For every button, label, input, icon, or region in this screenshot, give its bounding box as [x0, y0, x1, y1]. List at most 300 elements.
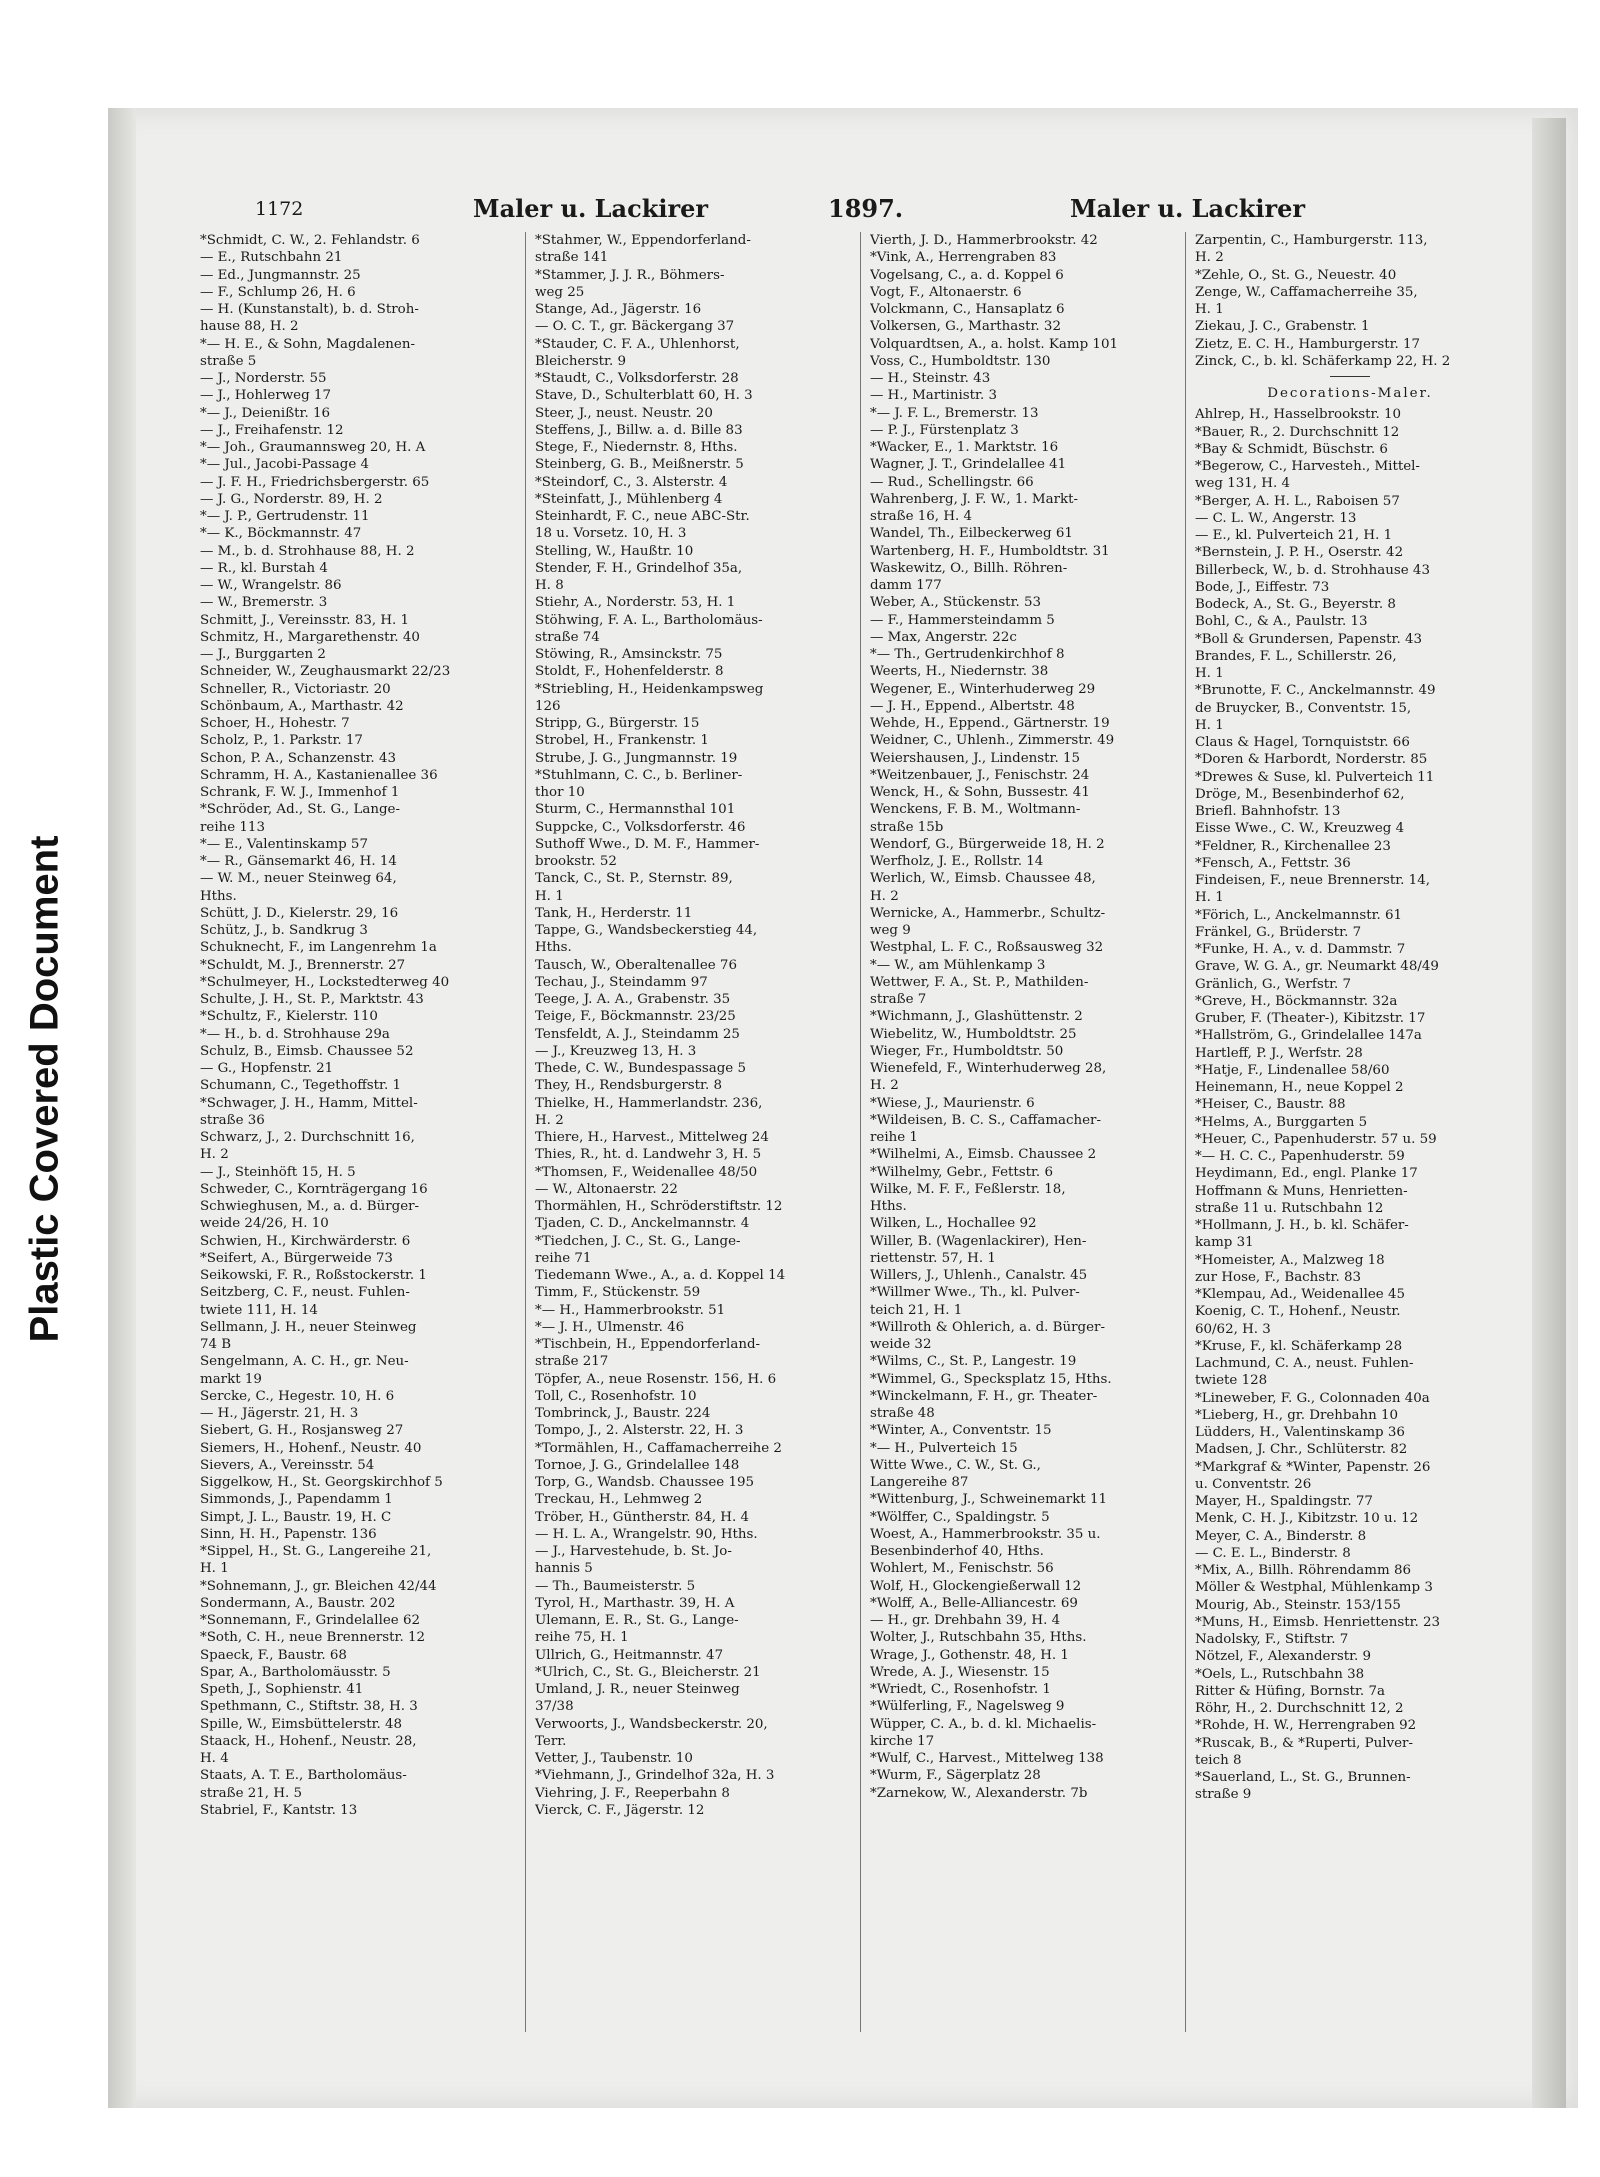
directory-entry: — J., Freihafenstr. 12	[200, 422, 344, 438]
directory-entry: *Wichmann, J., Glashüttenstr. 2	[870, 1009, 1083, 1025]
directory-entry: — Rud., Schellingstr. 66	[870, 474, 1034, 490]
directory-entry: *Funke, H. A., v. d. Dammstr. 7	[1195, 942, 1406, 957]
directory-entry: *Stuhlmann, C. C., b. Berliner-	[535, 767, 743, 783]
directory-entry: *— J. P., Gertrudenstr. 11	[200, 509, 370, 524]
directory-entry: Tappe, G., Wandsbeckerstieg 44,	[535, 923, 758, 938]
directory-entry: *Steinfatt, J., Mühlenberg 4	[535, 491, 723, 507]
directory-entry: H. 2	[870, 1078, 899, 1094]
directory-entry: Zarpentin, C., Hamburgerstr. 113,	[1195, 233, 1428, 248]
directory-entry: de Bruycker, B., Conventstr. 15,	[1195, 700, 1412, 716]
directory-entry: Tanck, C., St. P., Sternstr. 89,	[535, 871, 733, 887]
column-divider	[860, 232, 861, 2032]
directory-entry: *Bay & Schmidt, Büschstr. 6	[1195, 441, 1388, 457]
directory-entry: Sondermann, A., Baustr. 202	[200, 1595, 396, 1611]
directory-entry: — Th., Baumeisterstr. 5	[535, 1578, 696, 1594]
directory-entry: — E., kl. Pulverteich 21, H. 1	[1195, 528, 1393, 543]
directory-entry: H. 1	[1195, 302, 1224, 317]
directory-entry: Vierck, C. F., Jägerstr. 12	[535, 1802, 705, 1818]
directory-entry: — R., kl. Burstah 4	[200, 560, 328, 576]
directory-entry: Schulz, B., Eimsb. Chaussee 52	[200, 1043, 414, 1059]
directory-entry: Scholz, P., 1. Parkstr. 17	[200, 733, 363, 749]
directory-entry: Willer, B. (Wagenlackirer), Hen-	[870, 1233, 1087, 1249]
directory-entry: Siemers, H., Hohenf., Neustr. 40	[200, 1440, 422, 1456]
directory-entry: *Heiser, C., Baustr. 88	[1195, 1097, 1346, 1113]
directory-entry: *Schultz, F., Kielerstr. 110	[200, 1009, 378, 1025]
directory-entry: brookstr. 52	[535, 854, 617, 869]
directory-entry: kamp 31	[1195, 1235, 1254, 1251]
directory-entry: *Staudt, C., Volksdorferstr. 28	[535, 371, 739, 386]
side-label	[0, 0, 90, 2177]
directory-entry: Siebert, G. H., Rosjansweg 27	[200, 1423, 404, 1439]
directory-entry: Stripp, G., Bürgerstr. 15	[535, 716, 700, 731]
directory-entry: *Winckelmann, F. H., gr. Theater-	[870, 1388, 1098, 1404]
directory-entry: — H., Jägerstr. 21, H. 3	[200, 1406, 359, 1421]
directory-entry: Menk, C. H. J., Kibitzstr. 10 u. 12	[1195, 1511, 1419, 1527]
directory-entry: *Tischbein, H., Eppendorferland-	[535, 1337, 761, 1352]
directory-entry: straße 11 u. Rutschbahn 12	[1195, 1200, 1384, 1216]
directory-entry: *Heuer, C., Papenhuderstr. 57 u. 59	[1195, 1131, 1437, 1147]
directory-entry: Vogelsang, C., a. d. Koppel 6	[870, 267, 1064, 283]
directory-entry: Wüpper, C. A., b. d. kl. Michaelis-	[870, 1716, 1097, 1732]
directory-entry: H. 1	[200, 1561, 229, 1577]
directory-entry: Teege, J. A. A., Grabenstr. 35	[535, 992, 731, 1007]
page-header	[255, 192, 1600, 226]
directory-entry: Volkersen, G., Marthastr. 32	[870, 319, 1061, 335]
directory-entry: H. 1	[1195, 666, 1224, 681]
directory-entry: *Willroth & Ohlerich, a. d. Bürger-	[870, 1319, 1105, 1335]
directory-entry: Wilken, L., Hochallee 92	[870, 1216, 1037, 1232]
directory-entry: — J. H., Eppend., Albertstr. 48	[870, 698, 1075, 714]
directory-entry: H. 2	[200, 1147, 229, 1163]
directory-entry: *— K., Böckmannstr. 47	[200, 526, 362, 542]
directory-entry: Sellmann, J. H., neuer Steinweg	[200, 1319, 417, 1335]
directory-entry: Wartenberg, H. F., Humboldtstr. 31	[870, 543, 1110, 559]
directory-entry: *Hollmann, J. H., b. kl. Schäfer-	[1195, 1218, 1409, 1233]
directory-entry: — H. (Kunstanstalt), b. d. Stroh-	[200, 302, 419, 317]
directory-entry: *— Joh., Graumannsweg 20, H. A	[200, 440, 426, 455]
directory-entry: Möller & Westphal, Mühlenkamp 3	[1195, 1580, 1433, 1596]
directory-entry: *Stahmer, W., Eppendorferland-	[535, 233, 751, 248]
directory-entry: *Bernstein, J. P. H., Oserstr. 42	[1195, 545, 1404, 561]
directory-entry: Tyrol, H., Marthastr. 39, H. A	[535, 1595, 735, 1611]
directory-entry: *Winter, A., Conventstr. 15	[870, 1423, 1052, 1439]
directory-entry: *Zehle, O., St. G., Neuestr. 40	[1195, 267, 1397, 283]
directory-entry: *Wittenburg, J., Schweinemarkt 11	[870, 1492, 1107, 1508]
directory-entry: *Muns, H., Eimsb. Henriettenstr. 23	[1195, 1614, 1441, 1630]
directory-entry: — P. J., Fürstenplatz 3	[870, 422, 1019, 438]
directory-entry: Sturm, C., Hermannsthal 101	[535, 802, 736, 818]
directory-entry: 18 u. Vorsetz. 10, H. 3	[535, 526, 687, 542]
directory-entry: *Sippel, H., St. G., Langereihe 21,	[200, 1544, 432, 1559]
directory-entry: — G., Hopfenstr. 21	[200, 1061, 334, 1076]
directory-entry: Westphal, L. F. C., Roßsausweg 32	[870, 940, 1104, 956]
directory-entry: Besenbinderhof 40, Hths.	[870, 1544, 1044, 1559]
directory-entry: Langereihe 87	[870, 1475, 969, 1490]
directory-entry: *— E., Valentinskamp 57	[200, 836, 368, 852]
directory-entry: *Thomsen, F., Weidenallee 48/50	[535, 1164, 758, 1180]
directory-entry: *— H. E., & Sohn, Magdalenen-	[200, 336, 415, 352]
directory-entry: *— R., Gänsemarkt 46, H. 14	[200, 854, 397, 869]
directory-entry: Thormählen, H., Schröderstiftstr. 12	[535, 1199, 783, 1214]
directory-entry: Schweder, C., Kornträgergang 16	[200, 1181, 428, 1197]
directory-entry: — F., Hammersteindamm 5	[870, 612, 1055, 628]
directory-entry: Wenckens, F. B. M., Woltmann-	[870, 802, 1081, 818]
directory-entry: Steinhardt, F. C., neue ABC-Str.	[535, 509, 750, 524]
directory-entry: weide 24/26, H. 10	[200, 1216, 329, 1232]
directory-entry: *— H., Pulverteich 15	[870, 1440, 1018, 1456]
directory-entry: Stege, F., Niedernstr. 8, Hths.	[535, 440, 738, 455]
directory-entry: — O. C. T., gr. Bäckergang 37	[535, 319, 735, 335]
directory-entry: Wolter, J., Rutschbahn 35, Hths.	[870, 1630, 1087, 1646]
directory-entry: — W., Wrangelstr. 86	[200, 578, 342, 593]
directory-entry: weg 131, H. 4	[1195, 476, 1290, 492]
directory-entry: *Schmidt, C. W., 2. Fehlandstr. 6	[200, 233, 420, 248]
directory-entry: Spille, W., Eimsbüttelerstr. 48	[200, 1716, 403, 1732]
directory-entry: *Mix, A., Billh. Röhrendamm 86	[1195, 1563, 1411, 1578]
directory-entry: Viehring, J. F., Reeperbahn 8	[535, 1785, 730, 1801]
directory-entry: Tensfeldt, A. J., Steindamm 25	[535, 1026, 740, 1042]
directory-entry: — J., Harvestehude, b. St. Jo-	[535, 1544, 732, 1559]
directory-entry: Schumann, C., Tegethoffstr. 1	[200, 1078, 402, 1094]
directory-entry: — H., Martinistr. 3	[870, 388, 997, 404]
directory-entry: reihe 1	[870, 1130, 918, 1145]
directory-entry: Tornoe, J. G., Grindelallee 148	[535, 1457, 740, 1473]
directory-entry: Steer, J., neust. Neustr. 20	[535, 405, 713, 421]
directory-entry: straße 217	[535, 1354, 609, 1370]
directory-entry: kirche 17	[870, 1733, 935, 1749]
directory-entry: Verwoorts, J., Wandsbeckerstr. 20,	[535, 1716, 768, 1732]
directory-entry: Nadolsky, F., Stiftstr. 7	[1195, 1632, 1349, 1647]
directory-entry: *Wölffer, C., Spaldingstr. 5	[870, 1509, 1050, 1525]
directory-entry: Speth, J., Sophienstr. 41	[200, 1682, 364, 1697]
directory-entry: straße 5	[200, 353, 257, 369]
directory-entry: Witte Wwe., C. W., St. G.,	[870, 1457, 1041, 1473]
directory-entry: Ahlrep, H., Hasselbrookstr. 10	[1195, 407, 1401, 423]
directory-entry: Tröber, H., Güntherstr. 84, H. 4	[535, 1509, 750, 1525]
directory-entry: Wernicke, A., Hammerbr., Schultz-	[870, 905, 1106, 921]
directory-entry: Steinberg, G. B., Meißnerstr. 5	[535, 457, 744, 473]
directory-entry: *Drewes & Suse, kl. Pulverteich 11	[1195, 769, 1435, 785]
directory-entry: Nötzel, F., Alexanderstr. 9	[1195, 1649, 1372, 1665]
directory-entry: Seitzberg, C. F., neust. Fuhlen-	[200, 1285, 410, 1301]
directory-entry: Staats, A. T. E., Bartholomäus-	[200, 1768, 407, 1784]
directory-entry: *Ulrich, C., St. G., Bleicherstr. 21	[535, 1664, 761, 1680]
directory-entry: Seikowski, F. R., Roßstockerstr. 1	[200, 1268, 427, 1283]
directory-entry: thor 10	[535, 785, 585, 800]
directory-entry: Schmitt, J., Vereinsstr. 83, H. 1	[200, 612, 410, 628]
directory-entry: *Zarnekow, W., Alexanderstr. 7b	[870, 1785, 1088, 1801]
directory-entry: *Hatje, F., Lindenallee 58/60	[1195, 1062, 1390, 1078]
directory-entry: *Förich, L., Anckelmannstr. 61	[1195, 907, 1403, 923]
header-title-left: Maler u. Lackirer	[473, 194, 709, 223]
directory-entry: Hths.	[200, 888, 237, 904]
directory-entry: *Tormählen, H., Caffamacherreihe 2	[535, 1440, 782, 1456]
directory-entry: Suppcke, C., Volksdorferstr. 46	[535, 819, 746, 835]
directory-entry: *Stammer, J. J. R., Böhmers-	[535, 267, 725, 283]
directory-entry: Wenck, H., & Sohn, Bussestr. 41	[870, 785, 1090, 800]
directory-entry: Sercke, C., Hegestr. 10, H. 6	[200, 1388, 395, 1404]
directory-entry: *Hallström, G., Grindelallee 147a	[1195, 1028, 1422, 1044]
directory-entry: — W., Altonaerstr. 22	[535, 1181, 678, 1197]
directory-entry: *Sohnemann, J., gr. Bleichen 42/44	[200, 1578, 437, 1594]
directory-entry: Werlich, W., Eimsb. Chaussee 48,	[870, 871, 1096, 887]
directory-entry: riettenstr. 57, H. 1	[870, 1250, 996, 1266]
directory-entry: Weerts, H., Niedernstr. 38	[870, 664, 1049, 680]
directory-entry: *Feldner, R., Kirchenallee 23	[1195, 838, 1391, 854]
directory-entry: H. 1	[535, 888, 564, 904]
directory-entry: straße 74	[535, 629, 600, 645]
directory-entry: Toll, C., Rosenhofstr. 10	[535, 1388, 697, 1404]
directory-entry: Schneider, W., Zeughausmarkt 22/23	[200, 664, 451, 680]
directory-entry: — C. L. W., Angerstr. 13	[1195, 510, 1357, 526]
directory-entry: Schulte, J. H., St. P., Marktstr. 43	[200, 992, 424, 1007]
page-edge	[1532, 118, 1566, 2108]
directory-entry: Schrank, F. W. J., Immenhof 1	[200, 785, 400, 800]
directory-entry: *Brunotte, F. C., Anckelmannstr. 49	[1195, 683, 1436, 699]
directory-entry: Suthoff Wwe., D. M. F., Hammer-	[535, 836, 760, 852]
directory-entry: *Ruscak, B., & *Ruperti, Pulver-	[1195, 1735, 1413, 1751]
directory-entry: *— J. H., Ulmenstr. 46	[535, 1319, 685, 1335]
directory-entry: — F., Schlump 26, H. 6	[200, 284, 356, 300]
directory-entry: *Schuldt, M. J., Brennerstr. 27	[200, 957, 406, 973]
directory-entry: *Kruse, F., kl. Schäferkamp 28	[1195, 1338, 1403, 1354]
directory-entry: Stabriel, F., Kantstr. 13	[200, 1802, 358, 1818]
directory-entry: u. Conventstr. 26	[1195, 1476, 1312, 1492]
page-binding	[108, 108, 136, 2108]
column-divider	[1185, 232, 1186, 2032]
directory-entry: markt 19	[200, 1371, 262, 1387]
directory-entry: H. 1	[1195, 890, 1224, 906]
column-divider	[525, 232, 526, 2032]
directory-entry: *Wimmel, G., Specksplatz 15, Hths.	[870, 1371, 1112, 1387]
directory-entry: Schramm, H. A., Kastanienallee 36	[200, 767, 438, 783]
directory-entry: Spar, A., Bartholomäusstr. 5	[200, 1664, 391, 1680]
directory-entry: Timm, F., Stückenstr. 59	[535, 1285, 701, 1301]
directory-entry: Weber, A., Stückenstr. 53	[870, 595, 1042, 611]
directory-entry: Tompo, J., 2. Alsterstr. 22, H. 3	[535, 1423, 744, 1439]
directory-entry: 60/62, H. 3	[1195, 1321, 1271, 1337]
directory-entry: reihe 71	[535, 1250, 592, 1266]
directory-entry: Spethmann, C., Stiftstr. 38, H. 3	[200, 1699, 418, 1715]
directory-entry: weide 32	[870, 1337, 932, 1352]
directory-entry: Stoldt, F., Hohenfelderstr. 8	[535, 664, 724, 680]
directory-entry: *Wilms, C., St. P., Langestr. 19	[870, 1354, 1077, 1370]
directory-entry: *— W., am Mühlenkamp 3	[870, 957, 1046, 973]
directory-entry: Woest, A., Hammerbrookstr. 35 u.	[870, 1526, 1101, 1542]
directory-entry: H. 8	[535, 578, 564, 593]
directory-entry: Schwarz, J., 2. Durchschnitt 16,	[200, 1130, 415, 1145]
directory-entry: 37/38	[535, 1699, 574, 1715]
directory-entry: Schon, P. A., Schanzenstr. 43	[200, 750, 396, 766]
directory-entry: — H. L. A., Wrangelstr. 90, Hths.	[535, 1526, 758, 1542]
directory-entry: Bohl, C., & A., Paulstr. 13	[1195, 614, 1368, 630]
directory-entry: Terr.	[535, 1733, 567, 1749]
directory-entry: hannis 5	[535, 1561, 593, 1577]
section-rule	[1330, 376, 1370, 377]
directory-entry: *— Jul., Jacobi-Passage 4	[200, 457, 370, 473]
directory-entry: teich 8	[1195, 1752, 1242, 1768]
directory-entry: zur Hose, F., Bachstr. 83	[1195, 1269, 1362, 1285]
directory-entry: Bodeck, A., St. G., Beyerstr. 8	[1195, 597, 1396, 612]
directory-entry: — E., Rutschbahn 21	[200, 250, 343, 266]
directory-column-4	[1195, 232, 1505, 2082]
directory-entry: Findeisen, F., neue Brennerstr. 14,	[1195, 873, 1430, 888]
directory-entry: — H., gr. Drehbahn 39, H. 4	[870, 1613, 1061, 1628]
directory-entry: *Viehmann, J., Grindelhof 32a, H. 3	[535, 1768, 775, 1784]
directory-entry: *Oels, L., Rutschbahn 38	[1195, 1666, 1365, 1682]
directory-entry: *Homeister, A., Malzweg 18	[1195, 1252, 1385, 1268]
directory-entry: Tombrinck, J., Baustr. 224	[535, 1406, 711, 1421]
directory-entry: Ullrich, G., Heitmannstr. 47	[535, 1647, 724, 1663]
directory-entry: Gränlich, G., Werfstr. 7	[1195, 976, 1352, 992]
directory-entry: Simpt, J. L., Baustr. 19, H. C	[200, 1509, 392, 1525]
directory-entry: *Boll & Grundersen, Papenstr. 43	[1195, 631, 1423, 647]
directory-entry: Fränkel, G., Brüderstr. 7	[1195, 924, 1362, 940]
directory-entry: Wienefeld, F., Winterhuderweg 28,	[870, 1061, 1107, 1076]
directory-entry: Tausch, W., Oberaltenallee 76	[535, 957, 737, 973]
directory-entry: Schönbaum, A., Marthastr. 42	[200, 698, 404, 714]
directory-entry: Weidner, C., Uhlenh., Zimmerstr. 49	[870, 733, 1115, 749]
directory-entry: Wrage, J., Gothenstr. 48, H. 1	[870, 1647, 1069, 1663]
directory-entry: — J. G., Norderstr. 89, H. 2	[200, 491, 383, 507]
directory-entry: Hartleff, P. J., Werfstr. 28	[1195, 1045, 1363, 1061]
directory-entry: Wilke, M. F. F., Feßlerstr. 18,	[870, 1181, 1066, 1197]
directory-entry: *Begerow, C., Harvesteh., Mittel-	[1195, 459, 1420, 474]
directory-entry: Heydimann, Ed., engl. Planke 17	[1195, 1166, 1418, 1182]
directory-entry: *Schröder, Ad., St. G., Lange-	[200, 802, 400, 818]
directory-entry: Mayer, H., Spaldingstr. 77	[1195, 1494, 1373, 1509]
directory-entry: 74 B	[200, 1337, 232, 1352]
directory-entry: Claus & Hagel, Tornquiststr. 66	[1195, 735, 1410, 750]
directory-entry: Schmitz, H., Margarethenstr. 40	[200, 629, 420, 645]
directory-entry: *Markgraf & *Winter, Papenstr. 26	[1195, 1459, 1431, 1475]
directory-entry: — M., b. d. Strohhause 88, H. 2	[200, 543, 415, 559]
directory-entry: straße 21, H. 5	[200, 1785, 303, 1801]
header-year: 1897.	[828, 194, 904, 223]
directory-entry: *Doren & Harbordt, Norderstr. 85	[1195, 752, 1428, 768]
directory-entry: Wahrenberg, J. F. W., 1. Markt-	[870, 491, 1079, 507]
directory-entry: *Klempau, Ad., Weidenallee 45	[1195, 1287, 1405, 1302]
directory-entry: Wrede, A. J., Wiesenstr. 15	[870, 1664, 1050, 1680]
directory-entry: Wehde, H., Eppend., Gärtnerstr. 19	[870, 716, 1110, 731]
directory-entry: Stöwing, R., Amsinckstr. 75	[535, 647, 723, 662]
directory-entry: *Wulf, C., Harvest., Mittelweg 138	[870, 1751, 1104, 1766]
directory-entry: reihe 75, H. 1	[535, 1630, 629, 1646]
directory-entry: *Wilhelmi, A., Eimsb. Chaussee 2	[870, 1147, 1097, 1163]
page-number: 1172	[255, 198, 304, 220]
directory-entry: Techau, J., Steindamm 97	[535, 974, 708, 990]
directory-entry: Koenig, C. T., Hohenf., Neustr.	[1195, 1304, 1401, 1320]
directory-entry: straße 7	[870, 992, 927, 1007]
directory-entry: Zinck, C., b. kl. Schäferkamp 22, H. 2	[1195, 353, 1451, 369]
directory-entry: *Wilhelmy, Gebr., Fettstr. 6	[870, 1164, 1053, 1180]
directory-entry: Schütt, J. D., Kielerstr. 29, 16	[200, 905, 399, 921]
directory-entry: Hoffmann & Muns, Henrietten-	[1195, 1183, 1408, 1199]
directory-entry: — J. F. H., Friedrichsbergerstr. 65	[200, 474, 430, 490]
header-title-right: Maler u. Lackirer	[1070, 194, 1306, 223]
directory-entry: Wolf, H., Glockengießerwall 12	[870, 1578, 1082, 1594]
directory-entry: *Weitzenbauer, J., Fenischstr. 24	[870, 767, 1090, 783]
directory-entry: reihe 113	[200, 819, 265, 835]
directory-entry: twiete 128	[1195, 1373, 1268, 1389]
directory-entry: Thiere, H., Harvest., Mittelweg 24	[535, 1130, 769, 1145]
directory-entry: Vierth, J. D., Hammerbrookstr. 42	[870, 233, 1098, 248]
directory-entry: Töpfer, A., neue Rosenstr. 156, H. 6	[535, 1371, 777, 1387]
directory-entry: Wiebelitz, W., Humboldtstr. 25	[870, 1026, 1077, 1042]
directory-entry: *Soth, C. H., neue Brennerstr. 12	[200, 1630, 426, 1646]
directory-entry: *— Th., Gertrudenkirchhof 8	[870, 647, 1065, 662]
directory-entry: Stelling, W., Haußtr. 10	[535, 543, 694, 559]
directory-entry: — J., Burggarten 2	[200, 647, 326, 662]
directory-entry: Sinn, H. H., Papenstr. 136	[200, 1526, 377, 1542]
directory-entry: Umland, J. R., neuer Steinweg	[535, 1682, 740, 1697]
directory-entry: Billerbeck, W., b. d. Strohhause 43	[1195, 562, 1430, 578]
directory-entry: straße 9	[1195, 1787, 1252, 1803]
directory-entry: Wettwer, F. A., St. P., Mathilden-	[870, 974, 1089, 990]
directory-entry: *Helms, A., Burggarten 5	[1195, 1114, 1368, 1130]
directory-entry: straße 16, H. 4	[870, 509, 973, 524]
directory-entry: — J., Steinhöft 15, H. 5	[200, 1164, 356, 1180]
directory-entry: Wieger, Fr., Humboldtstr. 50	[870, 1043, 1064, 1059]
directory-entry: Schoer, H., Hohestr. 7	[200, 716, 350, 731]
directory-entry: *Stauder, C. F. A., Uhlenhorst,	[535, 336, 740, 352]
directory-entry: *Wurm, F., Sägerplatz 28	[870, 1768, 1041, 1784]
directory-entry: *Schulmeyer, H., Lockstedterweg 40	[200, 974, 450, 990]
directory-entry: twiete 111, H. 14	[200, 1302, 318, 1318]
directory-entry: straße 15b	[870, 819, 944, 835]
directory-entry: weg 9	[870, 923, 911, 938]
directory-entry: *Lieberg, H., gr. Drehbahn 10	[1195, 1407, 1399, 1423]
directory-entry: Schwieghusen, M., a. d. Bürger-	[200, 1199, 420, 1214]
directory-entry: Willers, J., Uhlenh., Canalstr. 45	[870, 1268, 1088, 1283]
directory-entry: Thielke, H., Hammerlandstr. 236,	[535, 1095, 763, 1111]
directory-column-3	[870, 232, 1180, 2082]
directory-entry: Hths.	[535, 940, 572, 956]
directory-entry: Simmonds, J., Papendamm 1	[200, 1492, 393, 1508]
directory-entry: Steffens, J., Billw. a. d. Bille 83	[535, 422, 743, 438]
directory-entry: 126	[535, 698, 561, 714]
directory-entry: *Steindorf, C., 3. Alsterstr. 4	[535, 474, 728, 490]
directory-entry: Briefl. Bahnhofstr. 13	[1195, 804, 1341, 819]
directory-entry: Vetter, J., Taubenstr. 10	[535, 1751, 693, 1766]
directory-entry: *Willmer Wwe., Th., kl. Pulver-	[870, 1285, 1080, 1301]
directory-entry: Ulemann, E. R., St. G., Lange-	[535, 1613, 739, 1628]
directory-entry: *Sonnemann, F., Grindelallee 62	[200, 1613, 420, 1628]
directory-entry: — Ed., Jungmannstr. 25	[200, 267, 361, 283]
directory-entry: Tank, H., Herderstr. 11	[535, 905, 693, 921]
directory-entry: Schuknecht, F., im Langenrehm 1a	[200, 940, 437, 956]
directory-entry: *Striebling, H., Heidenkampsweg	[535, 681, 764, 697]
directory-entry: Torp, G., Wandsb. Chaussee 195	[535, 1475, 755, 1490]
directory-entry: Teige, F., Böckmannstr. 23/25	[535, 1009, 736, 1025]
directory-entry: H. 2	[535, 1112, 564, 1128]
directory-entry: straße 48	[870, 1406, 935, 1421]
directory-entry: Grave, W. G. A., gr. Neumarkt 48/49	[1195, 959, 1439, 975]
directory-entry: Zenge, W., Caffamacherreihe 35,	[1195, 284, 1418, 300]
directory-entry: — J., Norderstr. 55	[200, 371, 327, 386]
directory-entry: *Wülferling, F., Nagelsweg 9	[870, 1699, 1065, 1715]
directory-entry: Wegener, E., Winterhuderweg 29	[870, 681, 1096, 697]
directory-entry: Röhr, H., 2. Durchschnitt 12, 2	[1195, 1701, 1404, 1716]
section-heading: Decorations-Maler.	[1267, 386, 1433, 401]
directory-entry: Heinemann, H., neue Koppel 2	[1195, 1080, 1404, 1095]
directory-entry: *Schwager, J. H., Hamm, Mittel-	[200, 1095, 418, 1111]
directory-entry: Tiedemann Wwe., A., a. d. Koppel 14	[535, 1268, 786, 1283]
directory-entry: Lachmund, C. A., neust. Fuhlen-	[1195, 1356, 1414, 1371]
directory-entry: damm 177	[870, 578, 942, 593]
directory-entry: *Sauerland, L., St. G., Brunnen-	[1195, 1770, 1411, 1785]
directory-entry: Wendorf, G., Bürgerweide 18, H. 2	[870, 836, 1105, 852]
